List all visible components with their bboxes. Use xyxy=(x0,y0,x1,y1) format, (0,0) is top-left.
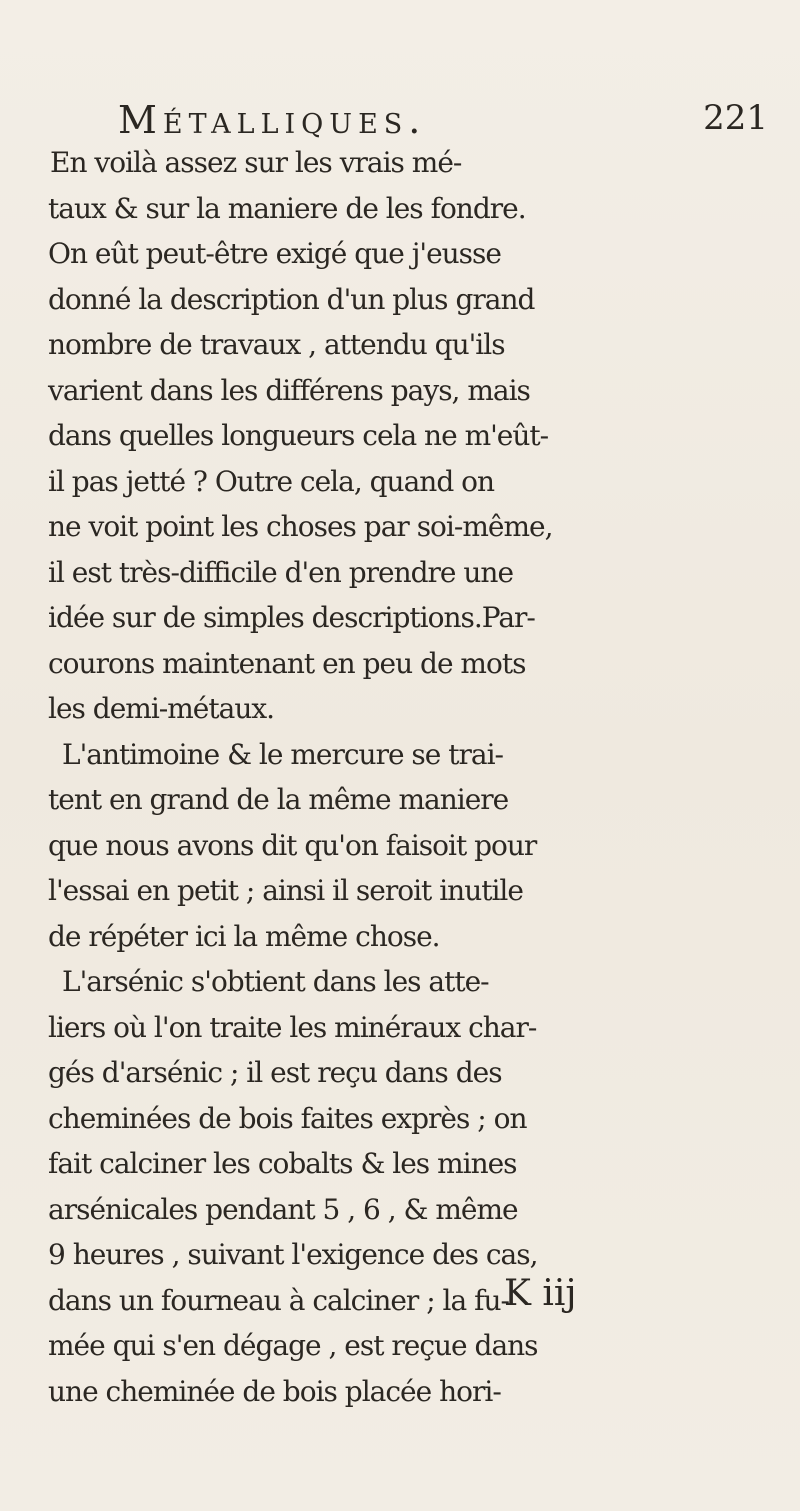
text-line: il pas jetté ? Outre cela, quand on xyxy=(48,464,495,498)
page-number: 221 xyxy=(703,98,768,138)
text-line: les demi-métaux. xyxy=(48,692,275,725)
text-line: dans un fourneau à calciner ; la fu- xyxy=(48,1283,509,1317)
body-text xyxy=(48,140,768,1414)
text-line: nombre de travaux , attendu qu'ils xyxy=(48,328,505,361)
text-line: fait calciner les cobalts & les mines xyxy=(48,1147,517,1180)
text-line: 9 heures , suivant l'exigence des cas, xyxy=(48,1238,538,1271)
text-line: En voilà assez sur les vrais mé- xyxy=(50,146,462,179)
signature-mark: K iij xyxy=(504,1273,577,1314)
text-line: courons maintenant en peu de mots xyxy=(48,646,526,680)
text-line: varient dans les différens pays, mais xyxy=(48,373,530,407)
text-line: taux & sur la maniere de les fondre. xyxy=(48,191,526,225)
text-line: ne voit point les choses par soi-même, xyxy=(48,510,553,543)
text-line: gés d'arsénic ; il est reçu dans des xyxy=(48,1056,502,1089)
text-line: l'essai en petit ; ainsi il seroit inutile xyxy=(48,874,523,907)
text-line: L'antimoine & le mercure se trai- xyxy=(62,737,504,771)
text-line: dans quelles longueurs cela ne m'eût- xyxy=(48,419,549,452)
text-line: On eût peut-être exigé que j'eusse xyxy=(48,237,501,270)
text-line: que nous avons dit qu'on faisoit pour xyxy=(48,828,537,862)
text-line: arsénicales pendant 5 , 6 , & même xyxy=(48,1192,518,1226)
text-line: une cheminée de bois placée hori- xyxy=(48,1374,501,1408)
text-line: mée qui s'en dégage , est reçue dans xyxy=(48,1329,538,1362)
text-line: donné la description d'un plus grand xyxy=(48,282,535,316)
text-line: de répéter ici la même chose. xyxy=(48,919,440,953)
text-line: tent en grand de la même maniere xyxy=(48,783,509,816)
text-line: L'arsénic s'obtient dans les atte- xyxy=(62,965,489,998)
text-line: liers où l'on traite les minéraux char- xyxy=(48,1010,537,1044)
text-line: cheminées de bois faites exprès ; on xyxy=(48,1101,527,1135)
text-line: idée sur de simples descriptions.Par- xyxy=(48,601,535,634)
running-title: Métalliques. xyxy=(118,98,427,142)
page-header xyxy=(118,98,768,146)
text-line: il est très-difficile d'en prendre une xyxy=(48,555,514,589)
